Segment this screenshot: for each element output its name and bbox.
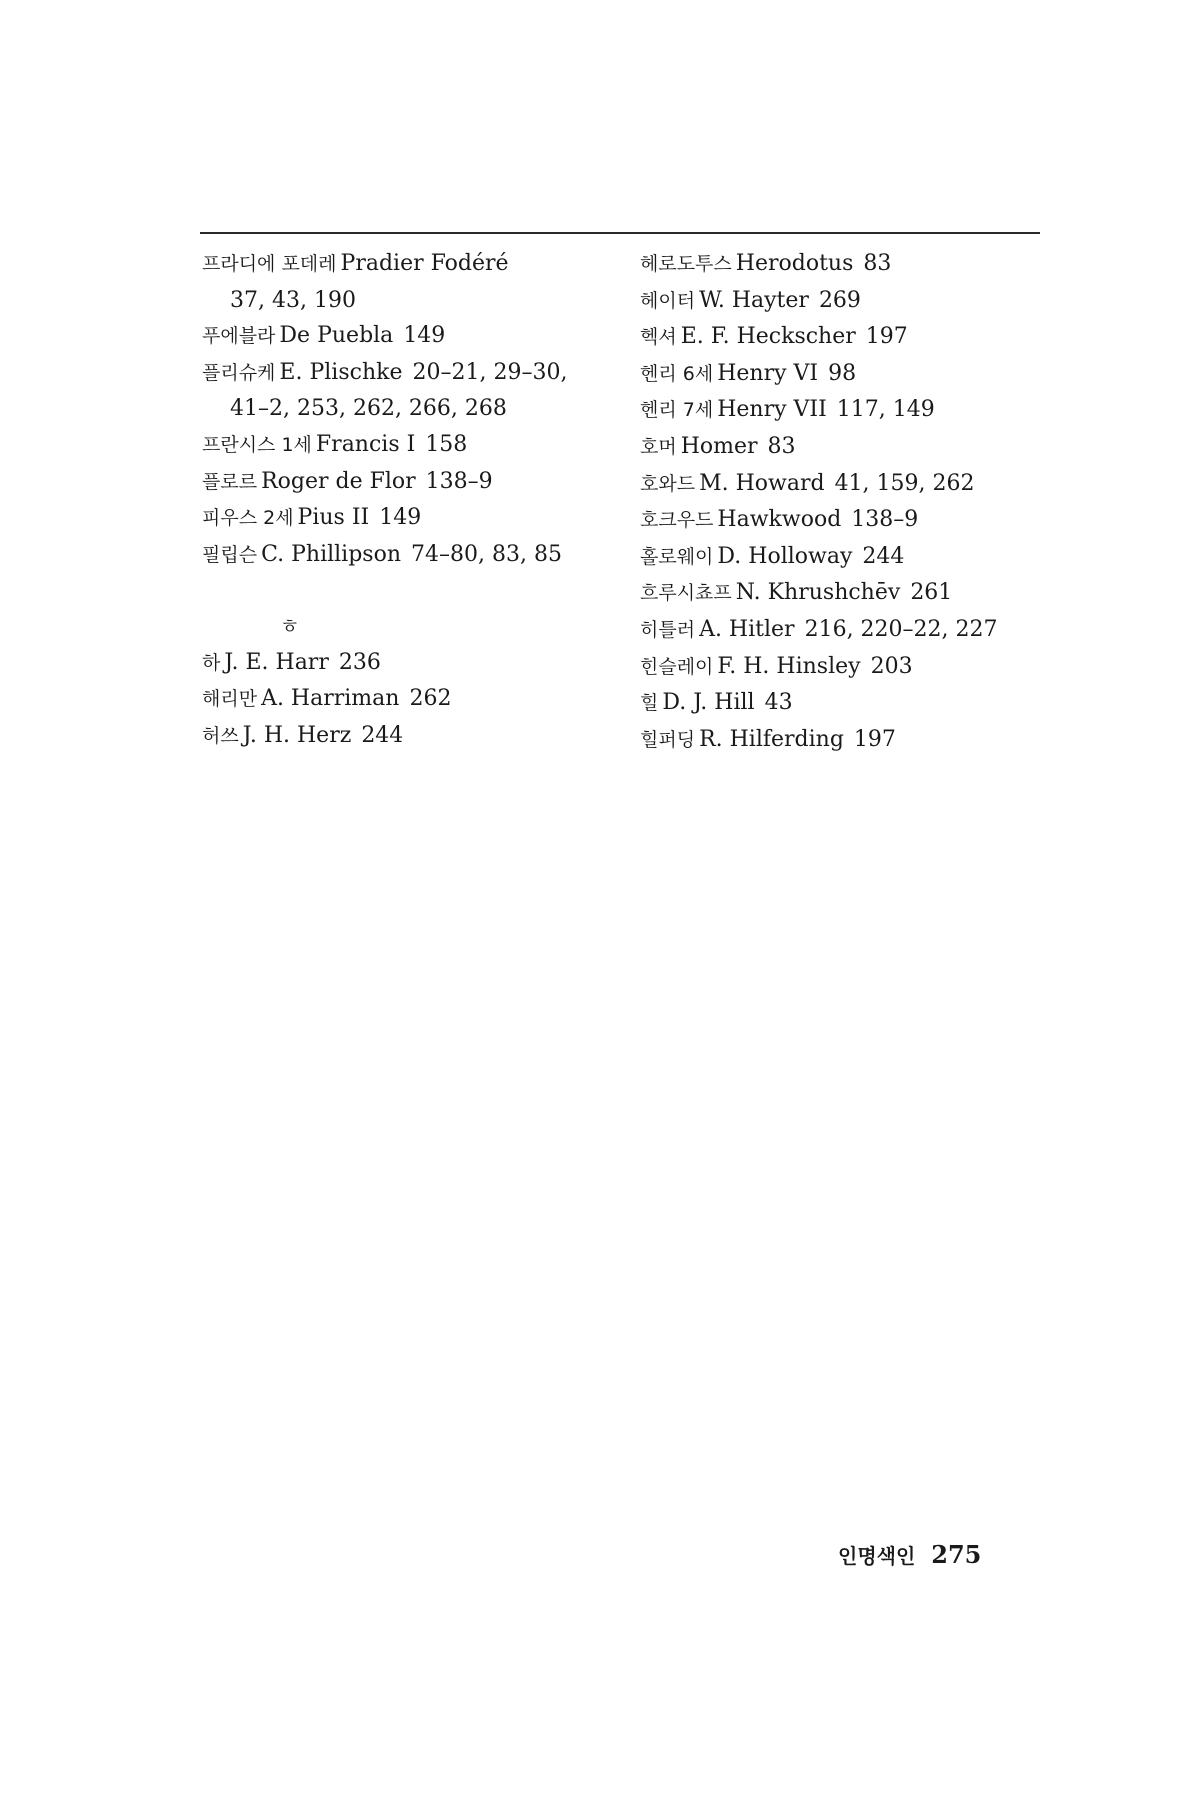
korean-name: 프란시스 1세 bbox=[202, 433, 312, 456]
original-name: E. Plischke bbox=[279, 359, 403, 385]
index-entry bbox=[640, 466, 1060, 503]
running-footer-label: 인명색인 bbox=[838, 1544, 916, 1568]
korean-name: 플리슈케 bbox=[202, 361, 276, 384]
page-refs: 262 bbox=[409, 686, 452, 712]
page-refs: 41, 159, 262 bbox=[834, 470, 975, 496]
page-refs: 261 bbox=[910, 580, 953, 606]
page-refs: 158 bbox=[425, 431, 468, 457]
index-entry bbox=[202, 718, 622, 755]
korean-name: 플로르 bbox=[202, 470, 258, 493]
index-entry bbox=[202, 537, 622, 574]
page-refs: 149 bbox=[403, 323, 446, 349]
index-entry bbox=[640, 575, 1060, 612]
page-refs: 269 bbox=[818, 287, 861, 313]
index-column-left bbox=[202, 246, 622, 754]
index-entry bbox=[640, 612, 1060, 649]
korean-name: 힐퍼딩 bbox=[640, 728, 696, 751]
original-name: R. Hilferding bbox=[699, 726, 844, 752]
index-entry bbox=[202, 464, 622, 501]
index-entry bbox=[640, 283, 1060, 320]
original-name: M. Howard bbox=[699, 470, 825, 496]
index-entry bbox=[202, 645, 622, 682]
korean-name: 피우스 2세 bbox=[202, 507, 294, 530]
index-entry bbox=[202, 427, 622, 464]
index-entry-pages-continued: 37, 43, 190 bbox=[230, 287, 356, 313]
index-entry bbox=[640, 246, 1060, 283]
index-entry bbox=[202, 681, 622, 718]
index-entry bbox=[640, 429, 1060, 466]
page-refs: 138–9 bbox=[851, 507, 919, 533]
index-entry bbox=[640, 392, 1060, 429]
original-name: C. Phillipson bbox=[261, 541, 402, 567]
page-refs: 138–9 bbox=[425, 468, 493, 494]
original-name: J. H. Herz bbox=[242, 722, 352, 748]
page-refs: 244 bbox=[862, 543, 905, 569]
page-refs: 20–21, 29–30, bbox=[412, 359, 568, 385]
korean-name: 호크우드 bbox=[640, 509, 714, 532]
original-name: W. Hayter bbox=[699, 287, 809, 313]
korean-name: 흐루시쵸프 bbox=[640, 582, 732, 605]
original-name: D. J. Hill bbox=[662, 690, 755, 716]
korean-name: 해리만 bbox=[202, 688, 258, 711]
section-heading: ㅎ bbox=[280, 613, 300, 638]
index-entry-pages-continued: 41–2, 253, 262, 266, 268 bbox=[230, 396, 507, 422]
index-entry bbox=[640, 685, 1060, 722]
original-name: D. Holloway bbox=[717, 543, 853, 569]
original-name: Pius II bbox=[297, 505, 370, 531]
original-name: Hawkwood bbox=[717, 507, 842, 533]
page-refs: 83 bbox=[863, 251, 892, 276]
index-entry bbox=[202, 355, 622, 392]
page-refs: 149 bbox=[379, 505, 422, 531]
index-entry bbox=[640, 649, 1060, 686]
korean-name: 헨리 7세 bbox=[640, 399, 714, 422]
original-name: A. Harriman bbox=[261, 686, 400, 712]
original-name: N. Khrushchēv bbox=[735, 580, 901, 606]
korean-name: 필립슨 bbox=[202, 543, 258, 566]
page-refs: 236 bbox=[338, 649, 381, 675]
page-refs: 197 bbox=[865, 324, 908, 350]
korean-name: 프라디에 포데레 bbox=[202, 253, 337, 275]
page-refs: 117, 149 bbox=[836, 397, 935, 423]
page-refs: 74–80, 83, 85 bbox=[411, 541, 562, 567]
korean-name: 힌슬레이 bbox=[640, 655, 714, 678]
original-name: Francis I bbox=[315, 431, 416, 457]
original-name: A. Hitler bbox=[699, 616, 795, 642]
index-entry bbox=[640, 502, 1060, 539]
page-refs: 203 bbox=[870, 653, 913, 679]
page-refs: 197 bbox=[853, 726, 896, 752]
index-entry bbox=[202, 500, 622, 537]
top-rule bbox=[200, 232, 1040, 234]
page-number: 275 bbox=[931, 1540, 982, 1569]
korean-name: 홀로웨이 bbox=[640, 545, 714, 568]
korean-name: 하 bbox=[202, 651, 221, 674]
korean-name: 헤이터 bbox=[640, 289, 696, 312]
korean-name: 호머 bbox=[640, 435, 677, 458]
page-refs: 98 bbox=[828, 360, 857, 386]
korean-name: 헤로도투스 bbox=[640, 253, 732, 275]
original-name: Henry VI bbox=[717, 360, 819, 386]
index-entry bbox=[640, 319, 1060, 356]
spacer bbox=[202, 573, 622, 609]
original-name: Homer bbox=[680, 433, 758, 459]
original-name: Henry VII bbox=[717, 397, 827, 423]
index-entry bbox=[640, 356, 1060, 393]
original-name: F. H. Hinsley bbox=[717, 653, 861, 679]
korean-name: 힐 bbox=[640, 692, 659, 715]
original-name: De Puebla bbox=[279, 323, 394, 349]
original-name: J. E. Harr bbox=[224, 649, 329, 675]
index-entry bbox=[640, 539, 1060, 576]
index-entry bbox=[202, 246, 622, 283]
original-name: Roger de Flor bbox=[261, 468, 416, 494]
index-entry bbox=[640, 722, 1060, 759]
original-name: E. F. Heckscher bbox=[680, 324, 856, 350]
page-refs: 43 bbox=[764, 690, 793, 716]
korean-name: 푸에블라 bbox=[202, 325, 276, 348]
original-name: Herodotus bbox=[735, 251, 854, 276]
korean-name: 헥셔 bbox=[640, 326, 677, 349]
original-name: Pradier Fodéré bbox=[340, 251, 509, 276]
korean-name: 허쓰 bbox=[202, 724, 239, 747]
index-entry bbox=[202, 318, 622, 355]
page-refs: 216, 220–22, 227 bbox=[804, 616, 998, 642]
korean-name: 히틀러 bbox=[640, 618, 696, 641]
korean-name: 호와드 bbox=[640, 472, 696, 495]
page-footer bbox=[838, 1540, 981, 1569]
page-refs: 83 bbox=[767, 433, 796, 459]
korean-name: 헨리 6세 bbox=[640, 362, 714, 385]
page-refs: 244 bbox=[361, 722, 404, 748]
index-column-right bbox=[640, 246, 1060, 758]
